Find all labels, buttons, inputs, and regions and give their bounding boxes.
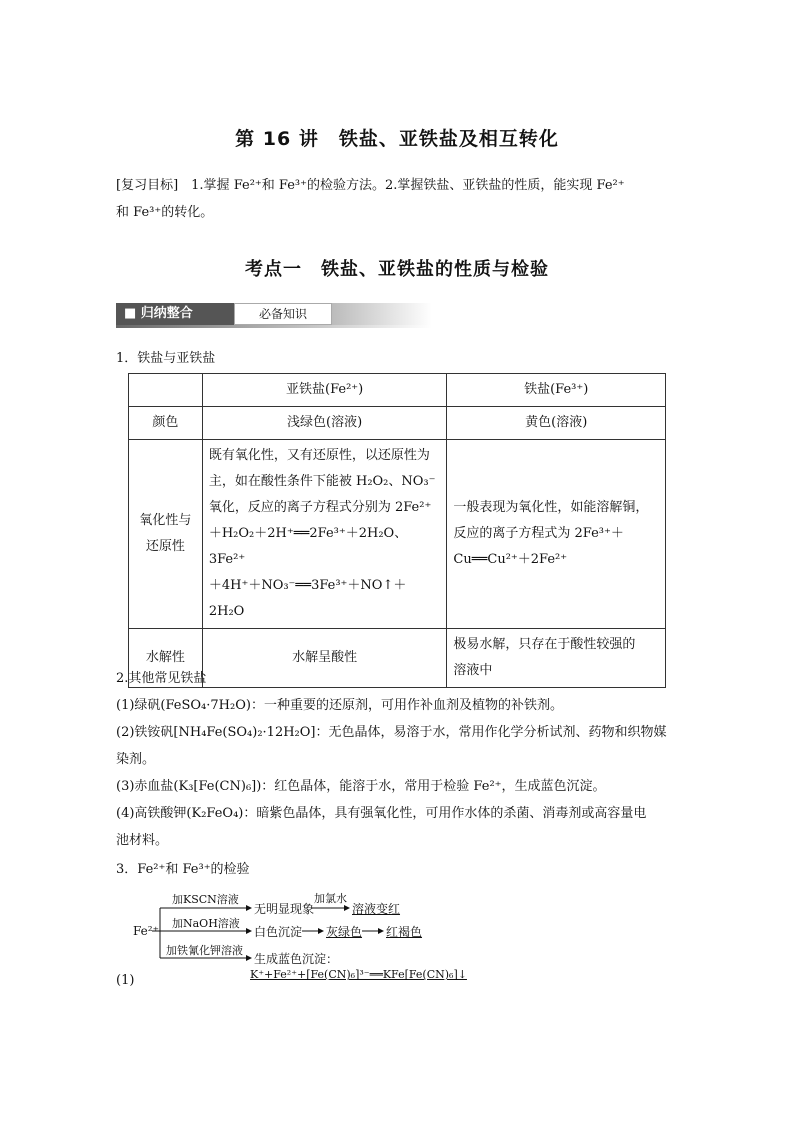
cell-line: 氧化，反应的离子方程式分别为 2Fe²⁺ [208,500,432,515]
table-header-cell: 铁盐(Fe³⁺) [447,374,666,407]
reaction-equation: K⁺+Fe²⁺+[Fe(CN)₆]³⁻══KFe[Fe(CN)₆]↓ [250,968,467,981]
list-item: (1)绿矾(FeSO₄·7H₂O)：一种重要的还原剂，可用作补血剂及植物的补铁剂。 [116,698,563,713]
banner-fade [332,303,432,325]
section-title: 考点一 铁盐、亚铁盐的性质与检验 [245,259,549,280]
branch-result: 生成蓝色沉淀： [254,952,339,966]
review-objectives [116,172,682,226]
arrowhead [246,928,252,934]
cell-line: Cu══Cu²⁺＋2Fe²⁺ [453,552,568,567]
branch-result: 红褐色 [386,925,423,939]
fe2-detection-diagram [116,884,467,994]
banner-underline [116,325,432,328]
cell-line: 既有氧化性，又有还原性，以还原性为 [208,448,430,463]
table-header-cell [129,374,203,407]
table-row-label [129,440,203,629]
branch-result: 灰绿色 [326,925,363,939]
page-title: 第 16 讲 铁盐、亚铁盐及相互转化 [235,128,559,150]
branch-label: 加NaOH溶液 [172,917,240,930]
branch-result: 无明显现象 [254,902,315,916]
list-item: 池材料。 [116,833,169,848]
list-item: (3)赤血盐(K₃[Fe(CN)₆])：红色晶体，能溶于水，常用于检验 Fe²⁺，生成蓝色沉淀。 [116,779,606,794]
table-header-row [129,374,666,407]
heading-detection: 3．Fe²⁺和 Fe³⁺的检验 [116,862,250,877]
cell-line: ＋4H⁺＋NO₃⁻══3Fe³⁺＋NO↑＋ [208,578,407,593]
cell-line: 反应的离子方程式为 2Fe³⁺＋ [453,526,624,541]
cell-line: 溶液中 [453,663,493,678]
branch-label: 加氯水 [314,892,347,905]
table-cell: 水解呈酸性 [202,629,447,688]
heading-iron-salts: 1．铁盐与亚铁盐 [116,351,216,366]
iron-salt-table [128,373,666,688]
table-cell [447,440,666,629]
heading-other-salts: 2.其他常见铁盐 [116,671,207,686]
list-item: (2)铁铵矾[NH₄Fe(SO₄)₂·12H₂O]：无色晶体，易溶于水，常用作化学分析试剂、药物和织物媒 [116,725,667,740]
arrowhead [246,905,252,911]
banner-dark-label: ■ 归纳整合 [116,303,234,325]
review-tag: [复习目标] [116,178,179,193]
cell-line: ＋H₂O₂＋2H⁺══2Fe³⁺＋2H₂O、3Fe²⁺ [208,526,408,567]
arrowhead [246,955,252,961]
branch-label: 加铁氰化钾溶液 [166,944,243,957]
review-text-line1: 1.掌握 Fe²⁺和 Fe³⁺的检验方法。2.掌握铁盐、亚铁盐的性质，能实现 Fe²⁺ [178,178,625,193]
list-item: (4)高铁酸钾(K₂FeO₄)：暗紫色晶体，具有强氧化性，可用作水体的杀菌、消毒剂或高容量电 [116,806,647,821]
table-row-label: 颜色 [129,407,203,440]
table-cell: 黄色(溶液) [447,407,666,440]
table-row [129,407,666,440]
branch-result: 白色沉淀 [254,925,303,939]
banner-light-label: 必备知识 [234,303,332,325]
label-line: 还原性 [145,539,185,554]
item-marker: (1) [116,973,135,988]
branch-result: 溶液变红 [352,902,401,916]
cell-line: 主，如在酸性条件下能被 H₂O₂、NO₃⁻ [208,474,436,489]
list-item: 染剂。 [116,752,156,767]
table-row-label: 水解性 [129,629,203,688]
arrowhead [318,928,324,934]
branch-label: 加KSCN溶液 [172,893,239,906]
table-cell: 浅绿色(溶液) [202,407,447,440]
review-text-line2: 和 Fe³⁺的转化。 [116,205,214,220]
table-row [129,440,666,629]
cell-line: 极易水解，只存在于酸性较强的 [453,637,636,652]
cell-line: 2H₂O [208,604,245,619]
table-header-cell: 亚铁盐(Fe²⁺) [202,374,447,407]
table-cell [202,440,447,629]
start-ion: Fe²⁺ [133,924,159,938]
label-line: 氧化性与 [139,513,192,528]
cell-line: 一般表现为氧化性，如能溶解铜， [453,500,649,515]
section-banner [116,303,432,327]
arrowhead [378,928,384,934]
